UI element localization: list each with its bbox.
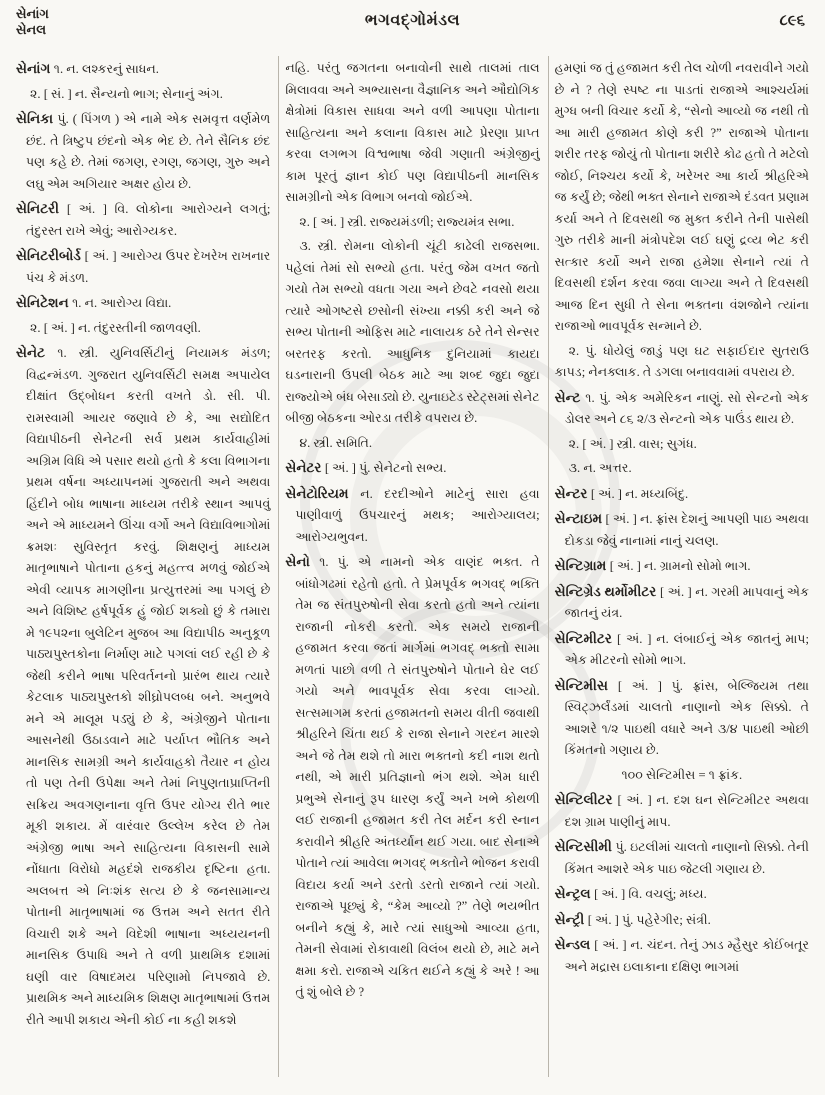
- headword: સેન્ટિગ્રામ: [554, 558, 610, 573]
- headword: સેનિટરીબોર્ડ: [16, 248, 85, 263]
- dictionary-entry: સેન્ટિલીટર [ અં. ] ન. દશ ઘન સેન્ટિમીટર અથવા દશ ગ્રામ પાણીનું માપ.: [554, 792, 809, 829]
- sense-line: ૪. સ્ત્રી. સમિતિ.: [299, 435, 373, 450]
- page-number: ૮૯૬: [779, 13, 805, 29]
- dictionary-entry: સેન્ટર [ અં. ] ન. મધ્યબિંદુ.: [554, 485, 689, 501]
- dictionary-entry: સેનિટરીબોર્ડ [ અં. ] આરોગ્ય ઉપર દેખરેખ રાખનાર પંચ કે મંડળ.: [16, 248, 271, 285]
- dictionary-entry: સેન્ટ્રલ [ અં. ] વિ. વચલું; મધ્ય.: [554, 886, 707, 901]
- headword: સેન્ટિલીટર: [554, 792, 618, 807]
- book-title: ભગવદ્ગોમંડલ: [364, 12, 461, 29]
- headword: સેનાંગ: [16, 61, 54, 76]
- headword: સેન્ટિમીટર: [554, 630, 617, 646]
- headword: સેન્ટ્રલ: [554, 886, 595, 901]
- dictionary-entry: સેનો ૧. પું. એ નામનો એક વાણંદ ભક્ત. તે બાંધોગઢમાં રહેતો હતો. તે પ્રેમપૂર્વક ભગવદ્ ભક્તિ તેમ જ સંતપુરુષોની સેવા કરતો હતો અને ત્યાંના રાજાની નોકરી કરતો. એક સમયે રાજાની હજામત કરવા જતાં માર્ગમાં ભગવદ્ ભક્તો સામા મળતાં પાછો વળી તે સંતપુરુષોને પોતાને ઘેર લઈ ગયો અને ભાવપૂર્વક સેવા કરવા લાગ્યો. સત્સમાગમ કરતાં હજામતનો સમય વીતી જવાથી શ્રીહરિને ચિંતા થઈ કે રાજા સેનાને ગરદન મારશે અને જે તેમ થશે તો મારા ભક્તનો કદી નાશ થતો નથી, એ મારી પ્રતિજ્ઞાનો ભંગ થશે. એમ ધારી પ્રભુએ સેનાનું રૂપ ધારણ કર્યું અને ખભે કોથળી લઈ રાજાની હજામત કરી તેલ મર્દન કરી સ્નાન કરાવીને શ્રીહરિ અંતર્ધ્યાન થઈ ગયા. બાદ સેનાએ પોતાને ત્યાં આવેલા ભગવદ્ ભક્તોને ભોજન કરાવી વિદાય કર્યા અને ડરતો ડરતો રાજાને ત્યાં ગયો. રાજાએ પૂછ્યું કે, “કેમ આવ્યો ?” તેણે ભયભીત બનીને કહ્યું કે, મારે ત્યાં સાધુઓ આવ્યા હતા, તેમની સેવામાં રોકાવાથી વિલંબ થયો છે, માટે મને ક્ષમા કરો. રાજાએ ચકિત થઈને કહ્યું કે અરે ! આ તું શું બોલે છે ?: [285, 554, 540, 999]
- sense-line: ૨. [ અં. ] ન. તંદુરસ્તીની જાળવણી.: [30, 320, 201, 335]
- dictionary-entry: સેન્ટિમીટર [ અં. ] ન. લંબાઈનું એક જાતનું માપ; એક મીટરનો સોમો ભાગ.: [554, 630, 809, 667]
- text-columns: [10, 56, 817, 1077]
- dictionary-entry: સેન્ડલ [ અં. ] ન. ચંદન. તેનું ઝાડ મ્હૈસુર કોઈંબતૂર અને મદ્રાસ ઇલાકાના દક્ષિણ ભાગમાં: [554, 937, 809, 974]
- sense-line: ૩. સ્ત્રી. રોમના લોકોની ચૂંટી કાઢેલી રાજસભા. પહેલાં તેમાં સો સભ્યો હતા. પરંતુ જેમ વખત જતો ગયો તેમ સભ્યો વધતા ગયા અને છેવટે નવસો થયા ત્યારે ઓગષ્ટસે છસોની સંખ્યા નક્કી કરી અને જે સભ્ય પોતાની ઓફિસ માટે નાલાયક ઠરે તેને સેન્સર બરતરફ કરતો. આધુનિક દુનિયામાં કાયદા ઘડનારાની ઉપલી બેઠક માટે આ શબ્દ જુદા જુદા રાજ્યોએ બંધ બેસાડ્યો છે. યુનાઇટેડ સ્ટેટ્સમાં સેનેટ બીજી બેઠકના ઓરડા તરીકે વપરાય છે.: [285, 239, 540, 425]
- dictionary-entry: સેન્ટ્રી [ અં. ] પું. પહેરેગીર; સંત્રી.: [554, 911, 711, 927]
- dictionary-entry: સેનેટ ૧. સ્ત્રી. યુનિવર્સિટીનું નિયામક મંડળ; વિદ્વન્મંડળ. ગુજરાત યુનિવર્સિટી સમક્ષ અપાયેલ દીક્ષાંત ઉદ્બોધન કરતી વખતે ડો. સી. પી. રામસ્વામી આયર જણાવે છે કે, આ સદ્યોદિત વિદ્યાપીઠની સેનેટની સર્વ પ્રથમ કાર્યવાહીમાં અગ્રિમ વિધિ એ પસાર થયો હતો કે કલા વિભાગના પ્રથમ વર્ષના અધ્યાપનમાં ગુજરાતી અને અથવા હિંદીને બોધ ભાષાના માધ્યમ તરીકે સ્થાન આપવું અને એ માધ્યમને ઊંચા વર્ગો અને વિદ્યાવિભાગોમાં ક્રમશઃ સુવિસ્તૃત કરવું. શિક્ષણનું માધ્યમ માતૃભાષાને પોતાના હકનું મહત્ત્વ મળવું જોઈએ એવી વ્યાપક માગણીના પ્રત્યુત્તરમાં આ પગલું છે અને વિશિષ્ટ હર્ષપૂર્વક હું જોઈ શક્યો છું કે તમારા મે ૧૯૫૨ના બુલેટિન મુજબ આ વિદ્યાપીઠ અનુકૂળ પાઠ્યપુસ્તકોના નિર્માણ માટે પગલાં લઈ રહી છે કે જેથી કરીને ભાષા પરિવર્તનનો પ્રારંભ થાય ત્યારે કેટલાક પાઠ્યપુસ્તકો શીઘ્રોપલબ્ધ બને. અનુભવે મને એ માલૂમ પડ્યું છે કે, અંગ્રેજીને પોતાના આસનેથી ઉઠાડવાને માટે પર્યાપ્ત ભૌતિક અને માનસિક સામગ્રી અને કાર્યવાહકો તૈયાર ન હોય તો પણ તેની ઉપેક્ષા અને તેમાં નિપુણતાપ્રાપ્તિની સક્રિય અવગણનાના વૃત્તિ ઉપર યોગ્ય રીતે ભાર મૂકી શકાય. મેં વારંવાર ઉલ્લેખ કરેલ છે તેમ અંગ્રેજી ભાષા અને સાહિત્યના વિકાસની સામે નોંધાતા વિરોધો મહદંશે રાજકીય દૃષ્ટિના હતા. અલબત્ત એ નિઃશંક સત્ય છે કે જનસામાન્ય પોતાની માતૃભાષામાં જ ઉત્તમ અને સતત રીતે વિચારી શકે અને વિદેશી ભાષાના અધ્યયનની માનસિક ઉપાધિ અને તે વળી પ્રાથમિક દશામાં ઘણી વાર વિષાદમય પરિણામો નિપજાવે છે. પ્રાથમિક અને માધ્યમિક શિક્ષણ માતૃભાષામાં ઉત્તમ રીતે આપી શકાય એની કોઈ ના કહી શકશે: [16, 345, 271, 1027]
- column-3: [549, 56, 817, 1077]
- continuation-text: નહિ. પરંતુ જગતના બનાવોની સાથે તાલમાં તાલ મિલાવવા અને અભ્યાસના વૈજ્ઞાનિક અને ઔદ્યોગિક ક્ષેત્રોમાં વિકાસ સાધવા અને વળી આપણા પોતાના સાહિત્યના અને કલાના વિકાસ માટે પ્રેરણા પ્રાપ્ત કરવા લગભગ વિશ્વભાષા જેવી ગણાતી અંગ્રેજીનું કામ પૂરતું જ્ઞાન કોઈ પણ વિદ્યાપીઠની માનસિક સામગ્રીનો એક વિભાગ બનવો જોઈએ.: [285, 61, 540, 204]
- sense-line: ૨. [ સં. ] ન. સૈન્યનો ભાગ; સેનાનું અંગ.: [30, 86, 223, 101]
- dictionary-entry: સેનિટેશન ૧. ન. આરોગ્ય વિદ્યા.: [16, 295, 172, 310]
- headword: સેન્ટાઇમ: [554, 511, 606, 526]
- headword: સેનિકા: [16, 111, 58, 126]
- sense-line: ૨. [ અં. ] સ્ત્રી. રાજ્યમંડળી; રાજ્યમંત્ર સભા.: [299, 214, 515, 229]
- dictionary-entry: સેન્ટિસીમી પું. ઇટલીમાં ચાલતો નાણાનો સિક્કો. તેની કિંમત આશરે એક પાઇ જેટલી ગણાય છે.: [554, 839, 809, 876]
- headword: સેનિટરી: [16, 201, 67, 216]
- continuation-text: હમણાં જ તું હજામત કરી તેલ ચોળી નવરાવીને ગયો છે ને ? તેણે સ્પષ્ટ ના પાડતાં રાજાએ આશ્ચર્યમાં મુગ્ધ બની વિચાર કર્યો કે, “સેનો આવ્યો જ નથી તો આ મારી હજામત કોણે કરી ?” રાજાએ પોતાના શરીર તરફ જોયું તો પોતાના શરીરે કોઢ હતો તે મટેલો જોઈ, નિશ્ચય કર્યો કે, ખરેખર આ કાર્ય શ્રીહરિએ જ કર્યું છે; જેથી ભક્ત સેનાને રાજાએ દંડવત પ્રણામ કર્યા અને તે દિવસથી જ મુક્ત કરીને તેની પાસેથી ગુરુ તરીકે માની મંત્રોપદેશ લઈ ઘણું દ્રવ્ય ભેટ કરી સત્કાર કર્યો અને રાજા હમેશા સેનાને ત્યાં તે દિવસથી દર્શન કરવા જવા લાગ્યા અને તે દિવસથી આજ દિન સુધી તે સેના ભક્તના વંશજોને ત્યાંના રાજાઓ ભાવપૂર્વક સન્માને છે.: [554, 61, 809, 333]
- headword: સેન્ટિમીસ: [554, 677, 618, 693]
- headword: સેનેટ: [16, 345, 58, 360]
- dictionary-entry: સેન્ટિગ્રેડ થર્મોમીટર [ અં. ] ન. ગરમી માપવાનું એક જાતનું યંત્ર.: [554, 583, 809, 620]
- page-header: [14, 6, 811, 54]
- dictionary-entry: સેનેટોરિયમ ન. દરદીઓને માટેનું સારા હવા પાણીવાળું ઉપચારનું મથક; આરોગ્યાલય; આરોગ્યભુવન.: [285, 485, 540, 544]
- dictionary-entry: સેનિટરી [ અં. ] વિ. લોકોના આરોગ્યને લગતું; તંદુરસ્ત રાખે એવું; આરોગ્યકર.: [16, 201, 271, 238]
- column-2: [278, 56, 548, 1077]
- headword: સેન્ડલ: [554, 937, 595, 952]
- headword: સેન્ટર: [554, 485, 591, 501]
- headword: સેનો: [285, 554, 320, 569]
- headword: સેનેટર: [285, 460, 325, 475]
- headword: સેનેટોરિયમ: [285, 485, 361, 501]
- dictionary-entry: સેનાંગ ૧. ન. લશ્કરનું સાધન.: [16, 61, 159, 76]
- guide-word-top: સેનાંગ: [16, 6, 49, 21]
- sense-line: ૨. [ અં. ] સ્ત્રી. વાસ; સુગંધ.: [568, 436, 697, 451]
- headword: સેનિટેશન: [16, 295, 73, 310]
- headword: સેન્ટ: [554, 389, 586, 405]
- column-1: [10, 56, 278, 1077]
- headword: સેન્ટિગ્રેડ થર્મોમીટર: [554, 583, 660, 599]
- dictionary-entry: સેનિકા પું. ( પિંગળ ) એ નામે એક સમવૃત્ત વર્ણમેળ છંદ. તે ત્રિષ્ટુપ છંદનો એક ભેદ છે. તેને સૈનિક છંદ પણ કહે છે. તેમાં જગણ, રગણ, જગણ, ગુરુ અને લઘુ એમ અગિયાર અક્ષર હોય છે.: [16, 111, 271, 191]
- dictionary-entry: સેન્ટાઇમ [ અં. ] ન. ફ્રાંસ દેશનું આપણી પાઇ અથવા દોકડા જેવું નાનામાં નાનું ચલણ.: [554, 511, 809, 548]
- dictionary-entry: સેન્ટિગ્રામ [ અં. ] ન. ગ્રામનો સોમો ભાગ.: [554, 558, 751, 573]
- dictionary-entry: સેનેટર [ અં. ] પું. સેનેટનો સભ્ય.: [285, 460, 447, 475]
- headword: સેન્ટિસીમી: [554, 839, 616, 854]
- equation-line: ૧૦૦ સેન્ટિમીસ = ૧ ફ્રાંક.: [621, 767, 743, 782]
- sense-line: ૨. પું. ધોયેલું જાડું પણ ઘટ સફાઈદાર સુતરાઉ કાપડ; નેનક્લાક. તે ડગલા બનાવવામાં વપરાય છે.: [554, 343, 809, 379]
- headword: સેન્ટ્રી: [554, 911, 588, 927]
- dictionary-entry: સેન્ટિમીસ [ અં. ] પું. ફ્રાંસ, બેલ્જિયમ તથા સ્વિટ્ઝર્લંડમાં ચાલતો નાણાનો એક સિક્કો. તે આશરે ૧/૨ પાઇથી વધારે અને ૩/૪ પાઇથી ઓછી કિંમતનો ગણાય છે.: [554, 677, 809, 757]
- guide-word-bottom: સેનલ: [16, 22, 47, 37]
- dictionary-entry: સેન્ટ ૧. પું. એક અમેરિકન નાણું. સો સેન્ટનો એક ડોલર અને ૮૬ ૨/૩ સેન્ટનો એક પાઉંડ થાય છે.: [554, 389, 809, 426]
- sense-line: ૩. ન. અત્તર.: [568, 461, 632, 475]
